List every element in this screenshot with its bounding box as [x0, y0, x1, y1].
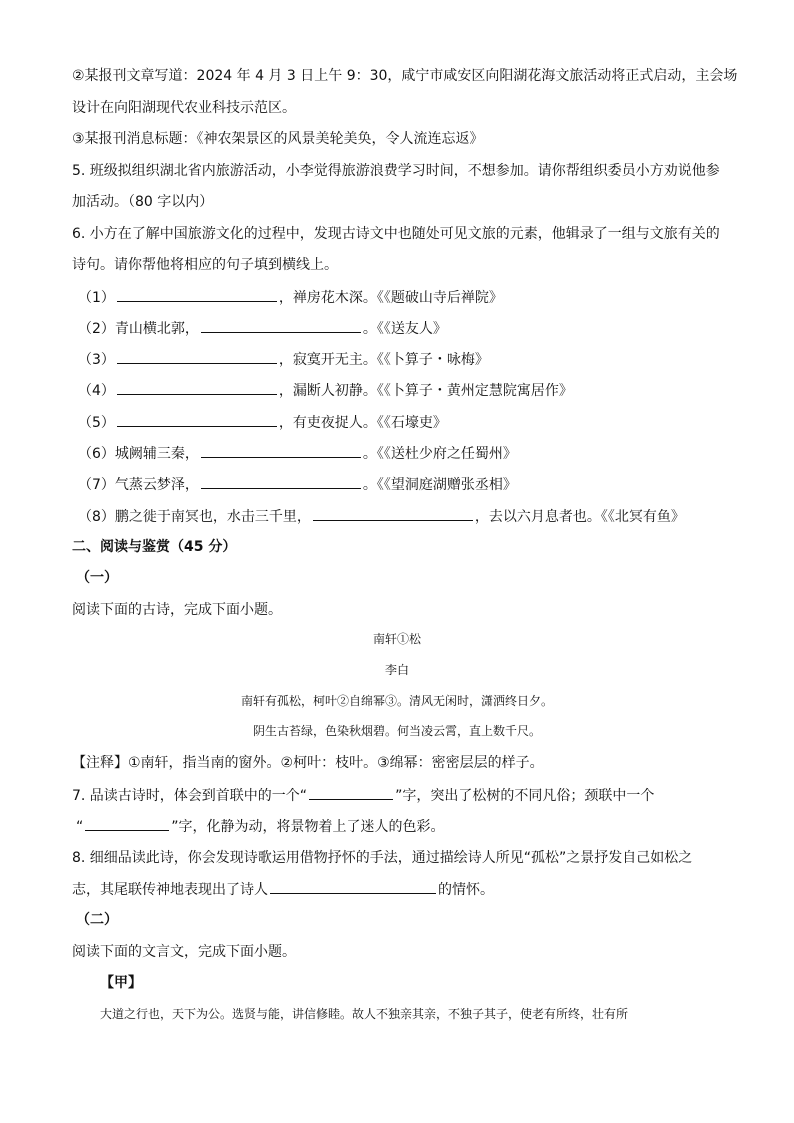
statement-2-line1: ②某报刊文章写道：2024 年 4 月 3 日上午 9：30，咸宁市咸安区向阳湖花海文旅活动将正式启动，主会场 [72, 68, 738, 84]
part-2-heading: （二） [76, 912, 118, 928]
answer-blank[interactable] [309, 785, 393, 800]
answer-blank[interactable] [270, 879, 436, 894]
question-5-line2: 加活动。（80 字以内） [72, 194, 214, 210]
item-number: （8） [78, 509, 115, 525]
item-text-before: 城阙辅三秦， [114, 446, 199, 462]
question-5-line1: 5. 班级拟组织湖北省内旅游活动，小李觉得旅游浪费学习时间，不想参加。请你帮组织委员小方劝说他参 [72, 163, 720, 179]
item-text-after: ，寂寞开无主。《《卜算子・咏梅》 [278, 352, 489, 368]
q7-text-d: ”字，化静为动，将景物着上了迷人的色彩。 [171, 819, 445, 835]
item-number: （2） [78, 321, 115, 337]
answer-blank[interactable] [117, 380, 277, 395]
classical-text-line: 大道之行也，天下为公。选贤与能，讲信修睦。故人不独亲其亲，不独子其子，使老有所终，壮有所 [100, 1007, 629, 1021]
q6-item-7 [78, 474, 517, 495]
question-6-line1: 6. 小方在了解中国旅游文化的过程中，发现古诗文中也随处可见文旅的元素，他辑录了一组与文旅有关的 [72, 226, 720, 242]
answer-blank[interactable] [201, 318, 361, 333]
question-8-line1: 8. 细细品读此诗，你会发现诗歌运用借物抒怀的手法，通过描绘诗人所见“孤松”之景抒发自己如松之 [72, 850, 693, 866]
answer-blank[interactable] [313, 506, 473, 521]
passage-jia-label: 【甲】 [100, 975, 142, 991]
answer-blank[interactable] [117, 287, 277, 302]
answer-blank[interactable] [85, 816, 169, 831]
item-text-before: 青山横北郭， [114, 321, 199, 337]
statement-3: ③某报刊消息标题：《神农架景区的风景美轮美奂，令人流连忘返》 [72, 131, 484, 147]
answer-blank[interactable] [117, 412, 277, 427]
part-1-instruction: 阅读下面的古诗，完成下面小题。 [72, 602, 282, 618]
q6-item-5 [78, 412, 447, 433]
poem-line-2: 阴生古苔绿，色染秋烟碧。何当凌云霄，直上数千尺。 [252, 724, 541, 738]
question-7-line2 [76, 816, 445, 837]
item-number: （7） [78, 477, 115, 493]
q6-item-3 [78, 349, 489, 370]
item-text-before: 鹏之徙于南冥也，水击三千里， [114, 509, 311, 525]
q6-item-1 [78, 287, 503, 308]
part-2-instruction: 阅读下面的文言文，完成下面小题。 [72, 944, 296, 960]
poem-line-1: 南轩有孤松，柯叶②自绵幂③。清风无闲时，潇洒终日夕。 [240, 694, 553, 708]
answer-blank[interactable] [201, 474, 361, 489]
q6-item-6 [78, 443, 517, 464]
item-text-after: ，漏断人初静。《《卜算子・黄州定慧院寓居作》 [278, 383, 573, 399]
q6-item-2 [78, 318, 447, 339]
poem-author: 李白 [384, 663, 409, 677]
answer-blank[interactable] [201, 443, 361, 458]
item-text-after: 。《《望洞庭湖赠张丞相》 [362, 477, 517, 493]
q7-text-b: ”字，突出了松树的不同凡俗；颈联中一个 [395, 788, 655, 804]
item-text-before: 气蒸云梦泽， [114, 477, 199, 493]
q7-text-c: “ [76, 819, 84, 835]
item-number: （6） [78, 446, 115, 462]
poem-title: 南轩①松 [372, 632, 421, 646]
q8-text-a: 志，其尾联传神地表现出了诗人 [72, 882, 268, 898]
q7-text-a: 7. 品读古诗时，体会到首联中的一个“ [72, 788, 308, 804]
q6-item-4 [78, 380, 573, 401]
item-text-after: 。《《送杜少府之任蜀州》 [362, 446, 517, 462]
item-text-after: ，去以六月息者也。《《北冥有鱼》 [474, 509, 685, 525]
item-number: （5） [78, 415, 115, 431]
question-7-line1 [72, 785, 654, 806]
poem-annotation: 【注释】①南轩，指当南的窗外。②柯叶：枝叶。③绵幂：密密层层的样子。 [72, 755, 544, 771]
item-number: （4） [78, 383, 115, 399]
answer-blank[interactable] [117, 349, 277, 364]
q6-item-8 [78, 506, 685, 527]
item-text-after: ，有吏夜捉人。《《石壕吏》 [278, 415, 447, 431]
q8-text-b: 的情怀。 [438, 882, 494, 898]
item-number: （3） [78, 352, 115, 368]
question-8-line2 [72, 879, 494, 900]
item-text-after: ，禅房花木深。《《题破山寺后禅院》 [278, 290, 503, 306]
item-text-after: 。《《送友人》 [362, 321, 447, 337]
question-6-line2: 诗句。请你帮他将相应的句子填到横线上。 [72, 257, 338, 273]
item-number: （1） [78, 290, 115, 306]
part-1-heading: （一） [76, 570, 118, 586]
section-2-heading: 二、阅读与鉴赏（45 分） [72, 539, 237, 555]
statement-2-line2: 设计在向阳湖现代农业科技示范区。 [72, 100, 296, 116]
